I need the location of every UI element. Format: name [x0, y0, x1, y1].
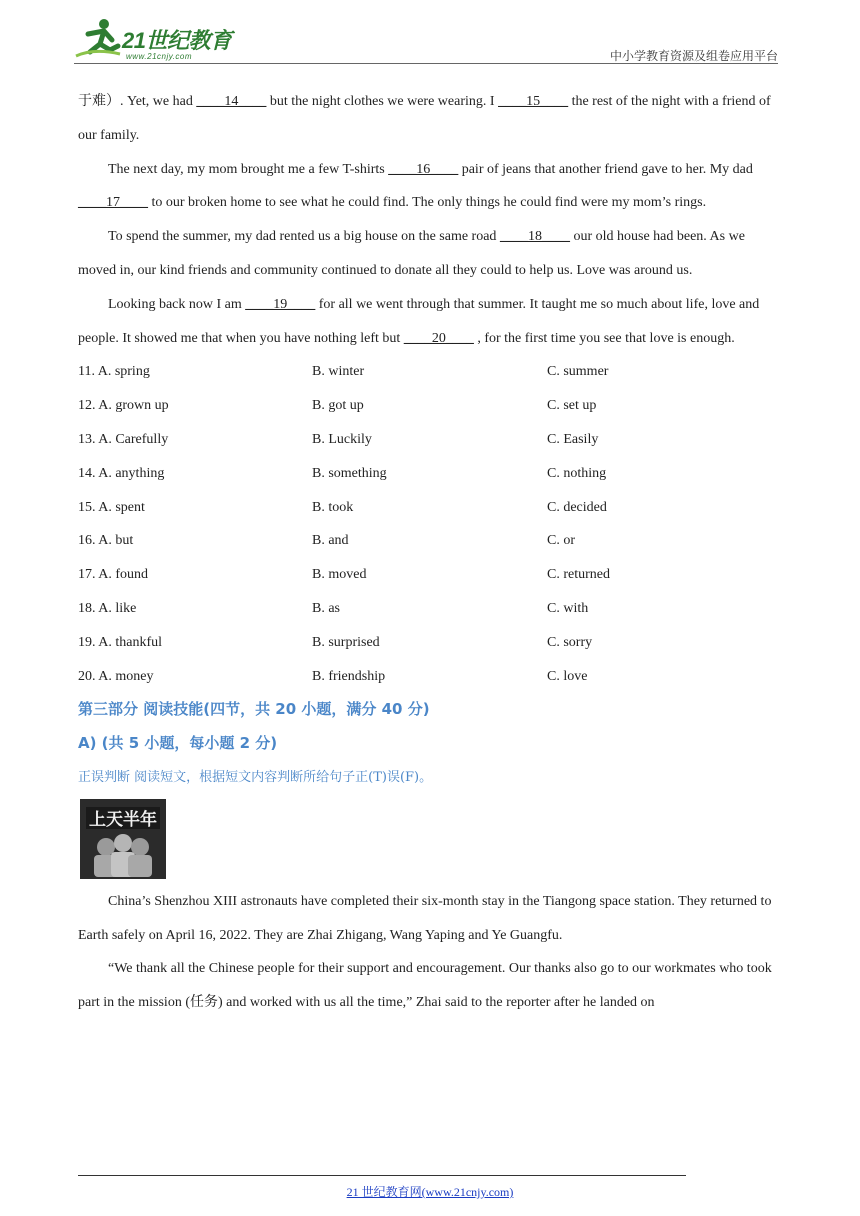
section-instruction: 正误判断 阅读短文，根据短文内容判断所给句子正(T)误(F)。: [78, 769, 433, 785]
passage-text: for all we went through that summer. It taught me so much about life, love and people. It showed me that when you have nothing left but: [78, 296, 760, 346]
passage-text: our old house had been. As we moved in, our kind friends and community continued to donate all they could to help us. Love was around us.: [78, 229, 745, 278]
passage-text: , for the first time you see that love is enough.: [473, 330, 735, 346]
section-subtitle: A) (共 5 小题，每小题 2 分): [78, 734, 278, 753]
option-c: C. with: [547, 600, 589, 616]
section-title: 第三部分 阅读技能(四节，共 20 小题，满分 40 分): [78, 700, 430, 719]
blank-number: ____15____: [498, 94, 569, 109]
passage-text: To spend the summer, my dad rented us a big house on the same road: [108, 229, 500, 245]
blank-number: ____20____: [403, 330, 474, 346]
option-row: [78, 660, 782, 694]
option-b: B. took: [312, 499, 354, 515]
option-row: [78, 389, 782, 423]
footer-divider: [78, 1175, 686, 1176]
option-b: B. something: [312, 465, 387, 481]
reading-paragraph: “We thank all the Chinese people for their support and encouragement. Our thanks also go to our workmates who took part in the mission (任务) and worked with us all the time,” Zhai said to the reporter after he landed on: [78, 961, 772, 1011]
option-c: C. set up: [547, 398, 597, 414]
passage-text: to our broken home to see what he could find. The only things he could find were my mom’s rings.: [148, 195, 707, 211]
option-a: 20. A. money: [78, 668, 154, 684]
option-row: [78, 524, 782, 558]
option-b: B. moved: [312, 567, 367, 583]
passage-paragraph: [78, 288, 782, 356]
passage-text: The next day, my mom brought me a few T-shirts: [108, 161, 389, 177]
blank-number: ____17____: [78, 195, 148, 211]
option-row: [78, 626, 782, 660]
option-c: C. decided: [547, 499, 607, 515]
photo-caption: 上天半年: [89, 809, 157, 830]
logo-url: www.21cnjy.com: [126, 52, 192, 61]
option-c: C. returned: [547, 567, 610, 583]
passage-text: the rest of the night with a friend of our family.: [78, 94, 771, 143]
reading-passage: [78, 885, 782, 1020]
blank-number: ____18____: [499, 229, 570, 245]
answer-options: [78, 355, 782, 693]
runner-logo-icon: [74, 16, 122, 60]
option-b: B. friendship: [312, 668, 386, 684]
option-a: 15. A. spent: [78, 499, 145, 515]
option-c: C. sorry: [547, 634, 593, 650]
passage-text: but the night clothes we were wearing. I: [266, 94, 499, 109]
option-c: C. or: [547, 533, 575, 549]
option-c: C. nothing: [547, 465, 607, 481]
page-content: [78, 85, 782, 1020]
option-b: B. winter: [312, 364, 365, 380]
option-row: [78, 423, 782, 457]
option-a: 13. A. Carefully: [78, 431, 169, 447]
option-row: [78, 592, 782, 626]
option-c: C. Easily: [547, 431, 599, 447]
option-c: C. love: [547, 668, 588, 684]
option-b: B. got up: [312, 398, 364, 414]
blank-number: ____14____: [196, 94, 267, 109]
header-divider: [74, 63, 778, 64]
blank-number: ____16____: [388, 161, 459, 177]
option-a: 17. A. found: [78, 567, 148, 583]
reading-paragraph: China’s Shenzhou XIII astronauts have completed their six-month stay in the Tiangong space station. They returned to Earth safely on April 16, 2022. They are Zhai Zhigang, Wang Yaping and Ye Guangfu.: [78, 893, 772, 943]
option-b: B. as: [312, 600, 340, 616]
astronauts-photo: [80, 799, 166, 879]
logo-text: 21世纪教育: [122, 28, 232, 53]
passage-paragraph: [78, 220, 782, 288]
option-a: 14. A. anything: [78, 465, 165, 481]
passage-text: pair of jeans that another friend gave to her. My dad: [458, 161, 753, 177]
option-row: [78, 558, 782, 592]
passage-paragraph: [78, 153, 782, 221]
passage-paragraph: [78, 85, 782, 153]
page-header: [74, 14, 778, 66]
option-a: 16. A. but: [78, 533, 134, 549]
option-a: 19. A. thankful: [78, 634, 162, 650]
passage-text: Looking back now I am: [108, 296, 246, 312]
option-row: [78, 355, 782, 389]
header-platform-text: 中小学教育资源及组卷应用平台: [609, 49, 778, 63]
option-b: B. Luckily: [312, 431, 372, 447]
option-b: B. surprised: [312, 634, 380, 650]
cloze-passage: [78, 85, 782, 355]
page-footer: [0, 1183, 860, 1200]
option-a: 11. A. spring: [78, 364, 150, 380]
option-b: B. and: [312, 533, 349, 549]
option-row: [78, 457, 782, 491]
option-a: 18. A. like: [78, 600, 137, 616]
option-c: C. summer: [547, 364, 609, 380]
option-a: 12. A. grown up: [78, 398, 169, 414]
option-row: [78, 491, 782, 525]
blank-number: ____19____: [245, 296, 316, 312]
site-logo[interactable]: [74, 16, 244, 62]
passage-text: 于难）. Yet, we had: [78, 94, 197, 109]
footer-link[interactable]: 21 世纪教育网(www.21cnjy.com): [346, 1185, 514, 1199]
